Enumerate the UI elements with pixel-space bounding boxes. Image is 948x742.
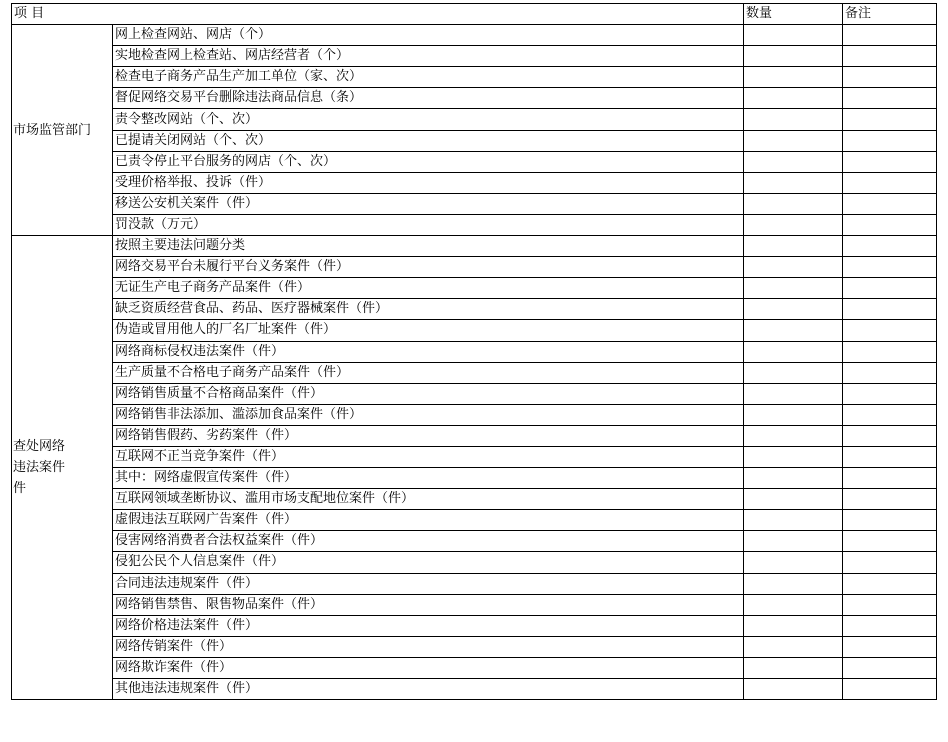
row-item-label: 已责令停止平台服务的网店（个、次） <box>113 151 744 172</box>
quantity-cell[interactable] <box>744 510 843 531</box>
remark-cell[interactable] <box>843 278 937 299</box>
row-item-label: 网络商标侵权违法案件（件） <box>113 341 744 362</box>
quantity-cell[interactable] <box>744 130 843 151</box>
remark-cell[interactable] <box>843 130 937 151</box>
group-label-line: 件 <box>13 481 27 497</box>
quantity-cell[interactable] <box>744 46 843 67</box>
quantity-cell[interactable] <box>744 172 843 193</box>
row-item-label: 网络销售假药、劣药案件（件） <box>113 425 744 446</box>
quantity-cell[interactable] <box>744 657 843 678</box>
quantity-cell[interactable] <box>744 594 843 615</box>
table-row <box>12 25 937 46</box>
row-item-label: 无证生产电子商务产品案件（件） <box>113 278 744 299</box>
row-item-label: 网络销售非法添加、滥添加食品案件（件） <box>113 404 744 425</box>
quantity-cell[interactable] <box>744 425 843 446</box>
quantity-cell[interactable] <box>744 151 843 172</box>
table-row <box>12 341 937 362</box>
remark-cell[interactable] <box>843 679 937 700</box>
quantity-cell[interactable] <box>744 320 843 341</box>
quantity-cell[interactable] <box>744 109 843 130</box>
row-item-label: 网络欺诈案件（件） <box>113 657 744 678</box>
quantity-cell[interactable] <box>744 468 843 489</box>
quantity-cell[interactable] <box>744 552 843 573</box>
table-row <box>12 531 937 552</box>
table-row <box>12 404 937 425</box>
quantity-cell[interactable] <box>744 193 843 214</box>
quantity-cell[interactable] <box>744 67 843 88</box>
remark-cell[interactable] <box>843 257 937 278</box>
group-label <box>12 25 113 236</box>
header-quantity: 数量 <box>744 4 843 25</box>
quantity-cell[interactable] <box>744 679 843 700</box>
table-row <box>12 425 937 446</box>
table-row <box>12 172 937 193</box>
table-row <box>12 130 937 151</box>
remark-cell[interactable] <box>843 320 937 341</box>
row-item-label: 缺乏资质经营食品、药品、医疗器械案件（件） <box>113 299 744 320</box>
remark-cell[interactable] <box>843 362 937 383</box>
remark-cell[interactable] <box>843 552 937 573</box>
remark-cell[interactable] <box>843 151 937 172</box>
row-item-label: 虚假违法互联网广告案件（件） <box>113 510 744 531</box>
row-item-label: 网上检查网站、网店（个） <box>113 25 744 46</box>
table-row <box>12 636 937 657</box>
row-item-label: 伪造或冒用他人的厂名厂址案件（件） <box>113 320 744 341</box>
row-item-label: 互联网不正当竞争案件（件） <box>113 446 744 467</box>
row-item-label: 受理价格举报、投诉（件） <box>113 172 744 193</box>
quantity-cell[interactable] <box>744 341 843 362</box>
table-row <box>12 46 937 67</box>
row-item-label: 按照主要违法问题分类 <box>113 236 744 257</box>
remark-cell[interactable] <box>843 383 937 404</box>
quantity-cell[interactable] <box>744 257 843 278</box>
group-label-line: 市场监管部门 <box>13 122 92 138</box>
header-item: 项 目 <box>12 4 744 25</box>
group-label-line: 查处网络 <box>13 439 66 455</box>
table-row <box>12 383 937 404</box>
table-row <box>12 552 937 573</box>
remark-cell[interactable] <box>843 510 937 531</box>
remark-cell[interactable] <box>843 341 937 362</box>
table-body <box>12 4 937 700</box>
remark-cell[interactable] <box>843 489 937 510</box>
remark-cell[interactable] <box>843 573 937 594</box>
remark-cell[interactable] <box>843 109 937 130</box>
row-item-label: 实地检查网上检查站、网店经营者（个） <box>113 46 744 67</box>
remark-cell[interactable] <box>843 88 937 109</box>
header-row <box>12 4 937 25</box>
remark-cell[interactable] <box>843 657 937 678</box>
remark-cell[interactable] <box>843 299 937 320</box>
table-row <box>12 109 937 130</box>
table-row <box>12 489 937 510</box>
row-item-label: 网络销售禁售、限售物品案件（件） <box>113 594 744 615</box>
quantity-cell[interactable] <box>744 214 843 235</box>
row-item-label: 网络传销案件（件） <box>113 636 744 657</box>
table-row <box>12 657 937 678</box>
row-item-label: 检查电子商务产品生产加工单位（家、次） <box>113 67 744 88</box>
table-row <box>12 257 937 278</box>
table-row <box>12 468 937 489</box>
remark-cell[interactable] <box>843 531 937 552</box>
remark-cell[interactable] <box>843 214 937 235</box>
table-row <box>12 362 937 383</box>
table-row <box>12 278 937 299</box>
remark-cell[interactable] <box>843 193 937 214</box>
row-item-label: 网络销售质量不合格商品案件（件） <box>113 383 744 404</box>
row-item-label: 侵犯公民个人信息案件（件） <box>113 552 744 573</box>
remark-cell[interactable] <box>843 615 937 636</box>
quantity-cell[interactable] <box>744 489 843 510</box>
row-item-label: 其他违法违规案件（件） <box>113 679 744 700</box>
table-row <box>12 615 937 636</box>
remark-cell[interactable] <box>843 67 937 88</box>
remark-cell[interactable] <box>843 425 937 446</box>
quantity-cell[interactable] <box>744 383 843 404</box>
quantity-cell[interactable] <box>744 25 843 46</box>
quantity-cell[interactable] <box>744 531 843 552</box>
quantity-cell[interactable] <box>744 362 843 383</box>
row-item-label: 侵害网络消费者合法权益案件（件） <box>113 531 744 552</box>
table-row <box>12 299 937 320</box>
quantity-cell[interactable] <box>744 278 843 299</box>
quantity-cell[interactable] <box>744 404 843 425</box>
table-row <box>12 193 937 214</box>
row-item-label: 生产质量不合格电子商务产品案件（件） <box>113 362 744 383</box>
table-row <box>12 67 937 88</box>
table-row <box>12 214 937 235</box>
row-item-label: 移送公安机关案件（件） <box>113 193 744 214</box>
row-item-label: 已提请关闭网站（个、次） <box>113 130 744 151</box>
row-item-label: 互联网领域垄断协议、滥用市场支配地位案件（件） <box>113 489 744 510</box>
row-item-label: 责令整改网站（个、次） <box>113 109 744 130</box>
remark-cell[interactable] <box>843 172 937 193</box>
quantity-cell[interactable] <box>744 299 843 320</box>
table-row <box>12 510 937 531</box>
row-item-label: 合同违法违规案件（件） <box>113 573 744 594</box>
table-row <box>12 151 937 172</box>
quantity-cell[interactable] <box>744 615 843 636</box>
quantity-cell[interactable] <box>744 636 843 657</box>
table-row <box>12 594 937 615</box>
remark-cell[interactable] <box>843 636 937 657</box>
row-item-label: 其中：网络虚假宣传案件（件） <box>113 468 744 489</box>
table-row <box>12 679 937 700</box>
header-remark: 备注 <box>843 4 937 25</box>
remark-cell[interactable] <box>843 25 937 46</box>
group-label <box>12 236 113 700</box>
quantity-cell[interactable] <box>744 88 843 109</box>
table-row <box>12 320 937 341</box>
table-row <box>12 88 937 109</box>
row-item-label: 网络价格违法案件（件） <box>113 615 744 636</box>
table-row <box>12 573 937 594</box>
remark-cell[interactable] <box>843 468 937 489</box>
row-item-label: 罚没款（万元） <box>113 214 744 235</box>
quantity-cell[interactable] <box>744 573 843 594</box>
statistics-table <box>11 3 937 700</box>
quantity-cell[interactable] <box>744 446 843 467</box>
row-item-label: 督促网络交易平台删除违法商品信息（条） <box>113 88 744 109</box>
group-label-line: 违法案件 <box>13 460 66 476</box>
remark-cell[interactable] <box>843 404 937 425</box>
remark-cell[interactable] <box>843 236 937 257</box>
remark-cell[interactable] <box>843 446 937 467</box>
remark-cell[interactable] <box>843 46 937 67</box>
table-row <box>12 446 937 467</box>
row-item-label: 网络交易平台未履行平台义务案件（件） <box>113 257 744 278</box>
table-row <box>12 236 937 257</box>
quantity-cell[interactable] <box>744 236 843 257</box>
remark-cell[interactable] <box>843 594 937 615</box>
